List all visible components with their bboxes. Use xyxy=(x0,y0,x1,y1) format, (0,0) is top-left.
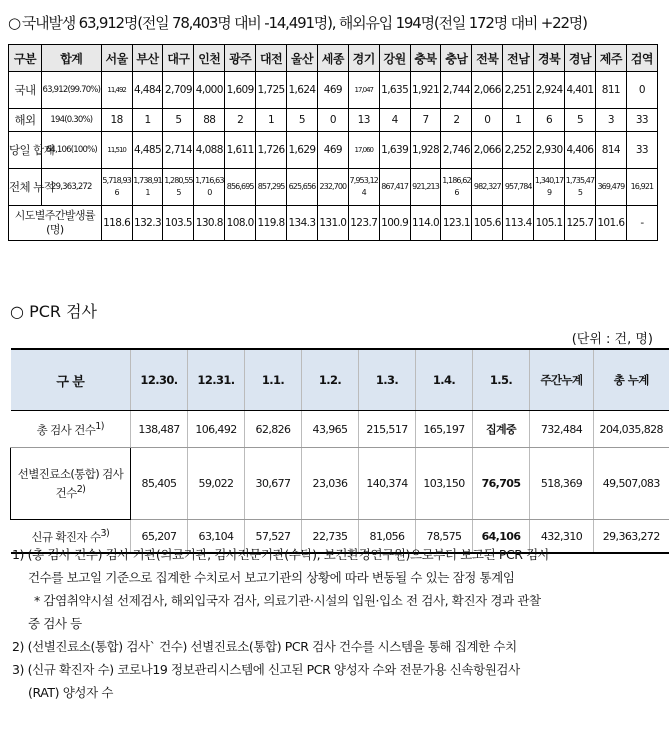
table1-cell: 469 xyxy=(317,72,348,109)
table1-cell: 33 xyxy=(626,109,657,132)
table1-cell: 625,656 xyxy=(287,169,318,206)
table2-row-footnote-mark: 1) xyxy=(95,420,104,432)
table1-row xyxy=(9,169,658,206)
table2-cell: 76,705 xyxy=(473,448,530,520)
table1-cell: 6 xyxy=(534,109,565,132)
table1-cell: 232,700 xyxy=(317,169,348,206)
table2-cell: 138,487 xyxy=(131,411,188,448)
footnote-line: 건수를 보고일 기준으로 집계한 수치로서 보고기관의 상황에 따라 변동될 수 있는 잠정 통계임 xyxy=(28,570,515,585)
table1-row-label: 해외 xyxy=(9,109,42,132)
table1-cell: 2,714 xyxy=(163,132,194,169)
table2-header: 1.2. xyxy=(302,349,359,411)
table1-cell: 4,088 xyxy=(194,132,225,169)
table1-header: 제주 xyxy=(595,45,626,72)
section2-title xyxy=(10,299,97,322)
table1-row xyxy=(9,72,658,109)
table1-cell: 1,624 xyxy=(287,72,318,109)
table2-header: 12.30. xyxy=(131,349,188,411)
table1-cell: 2 xyxy=(225,109,256,132)
table2-cell: 103,150 xyxy=(416,448,473,520)
unit-label: (단위 : 건, 명) xyxy=(571,332,653,347)
table2-header: 주간누계 xyxy=(530,349,594,411)
table1-cell: 118.6 xyxy=(101,206,132,241)
footnote-line: 1) (총 검사 건수) 검사 기관(의료기관, 검사전문기관(수탁), 보건환경연구원)으로부터 보고된 PCR 검사 xyxy=(12,547,550,562)
pcr-test-table xyxy=(10,348,669,554)
table1-cell: 7,953,124 xyxy=(348,169,379,206)
table1-header: 경남 xyxy=(565,45,596,72)
table1-header: 서울 xyxy=(101,45,132,72)
table2-cell: 집계중 xyxy=(473,411,530,448)
table1-header: 광주 xyxy=(225,45,256,72)
table2-cell: 63,104 xyxy=(188,520,245,554)
section2-bullet: ○ xyxy=(10,302,24,321)
table2-cell: 23,036 xyxy=(302,448,359,520)
table1-cell: 1 xyxy=(256,109,287,132)
table1-cell: 88 xyxy=(194,109,225,132)
section1-title-text: 국내발생 63,912명(전일 78,403명 대비 -14,491명), 해외유입 194명(전일 172명 대비 +22명) xyxy=(21,14,587,32)
table1-cell: 1,611 xyxy=(225,132,256,169)
table2-row-label xyxy=(11,448,131,520)
table1-cell: 867,417 xyxy=(379,169,410,206)
table1-header: 전남 xyxy=(503,45,534,72)
table1-cell: 4,484 xyxy=(132,72,163,109)
table1-cell: 11,510 xyxy=(101,132,132,169)
table1-row xyxy=(9,109,658,132)
table1-cell: 2,930 xyxy=(534,132,565,169)
table2-cell: 732,484 xyxy=(530,411,594,448)
table1-cell: 17,060 xyxy=(348,132,379,169)
footnote-line: 중 검사 등 xyxy=(28,616,82,631)
table1-cell: 1,716,630 xyxy=(194,169,225,206)
table2-cell: 29,363,272 xyxy=(594,520,669,554)
table1-cell: 4 xyxy=(379,109,410,132)
table1-cell: 29,363,272 xyxy=(41,169,101,206)
table1-cell: 1,928 xyxy=(410,132,441,169)
table1-cell: 2,066 xyxy=(472,72,503,109)
table1-cell: 1 xyxy=(503,109,534,132)
table1-cell: 1,735,475 xyxy=(565,169,596,206)
table2-cell: 85,405 xyxy=(131,448,188,520)
table1-cell: 2,252 xyxy=(503,132,534,169)
table1-cell: 921,213 xyxy=(410,169,441,206)
table1-cell: 119.8 xyxy=(256,206,287,241)
table2-header: 총 누계 xyxy=(594,349,669,411)
table1-cell: 4,485 xyxy=(132,132,163,169)
table1-cell: 5 xyxy=(565,109,596,132)
table2-row xyxy=(11,448,669,520)
table1-row-label: 당일 합계 xyxy=(9,132,42,169)
table1-cell: 1,340,179 xyxy=(534,169,565,206)
table1-cell: - xyxy=(626,206,657,241)
table1-cell: 4,401 xyxy=(565,72,596,109)
table1-header: 대구 xyxy=(163,45,194,72)
table1-cell: 114.0 xyxy=(410,206,441,241)
table2-row-label-text: 신규 확진자 수 xyxy=(31,529,101,544)
table1-cell: 103.5 xyxy=(163,206,194,241)
table1-cell: 11,492 xyxy=(101,72,132,109)
table1-cell: 2,251 xyxy=(503,72,534,109)
footnote-line: 3) (신규 확진자 수) 코로나19 정보관리시스템에 신고된 PCR 양성자 수와 전문가용 신속항원검사 xyxy=(12,662,520,677)
table1-cell: 64,106(100%) xyxy=(41,132,101,169)
table1-cell: 101.6 xyxy=(595,206,626,241)
table1-cell: 132.3 xyxy=(132,206,163,241)
table1-cell: 130.8 xyxy=(194,206,225,241)
table2-header: 1.5. xyxy=(473,349,530,411)
table1-header: 세종 xyxy=(317,45,348,72)
table1-row xyxy=(9,206,658,241)
table1-cell: 105.1 xyxy=(534,206,565,241)
table2-row-footnote-mark: 2) xyxy=(76,483,86,495)
table1-header: 울산 xyxy=(287,45,318,72)
table2-header-row xyxy=(11,349,669,411)
table2-cell: 165,197 xyxy=(416,411,473,448)
section1-bullet: ○ xyxy=(8,14,20,32)
table2-cell: 106,492 xyxy=(188,411,245,448)
table1-cell: 982,327 xyxy=(472,169,503,206)
footnote-line: 2) (선별진료소(통합) 검사` 건수) 선별진료소(통합) PCR 검사 건수를 시스템을 통해 집계한 수치 xyxy=(12,639,517,654)
table1-cell: 1,725 xyxy=(256,72,287,109)
table1-header-row xyxy=(9,45,658,72)
table1-cell: 1,738,911 xyxy=(132,169,163,206)
table2-cell: 204,035,828 xyxy=(594,411,669,448)
table1-row xyxy=(9,132,658,169)
table2-cell: 49,507,083 xyxy=(594,448,669,520)
table1-header: 검역 xyxy=(626,45,657,72)
table1-cell: 2 xyxy=(441,109,472,132)
table1-cell: 63,912(99.70%) xyxy=(41,72,101,109)
table1-header: 강원 xyxy=(379,45,410,72)
table2-cell: 78,575 xyxy=(416,520,473,554)
table2-header: 1.3. xyxy=(359,349,416,411)
table1-cell: 18 xyxy=(101,109,132,132)
table2-cell: 43,965 xyxy=(302,411,359,448)
table2-cell: 57,527 xyxy=(245,520,302,554)
table1-cell: 123.1 xyxy=(441,206,472,241)
table1-cell: 7 xyxy=(410,109,441,132)
table1-cell: 1,635 xyxy=(379,72,410,109)
table1-cell: 4,000 xyxy=(194,72,225,109)
table2-header: 1.1. xyxy=(245,349,302,411)
table1-cell: 2,066 xyxy=(472,132,503,169)
table1-header: 전북 xyxy=(472,45,503,72)
table1-cell: 3 xyxy=(595,109,626,132)
table1-cell: 125.7 xyxy=(565,206,596,241)
table1-cell: 16,921 xyxy=(626,169,657,206)
table2-cell: 64,106 xyxy=(473,520,530,554)
table1-header: 대전 xyxy=(256,45,287,72)
table1-cell: 1,609 xyxy=(225,72,256,109)
table1-header: 인천 xyxy=(194,45,225,72)
table1-cell: 811 xyxy=(595,72,626,109)
table2-cell: 65,207 xyxy=(131,520,188,554)
table1-header: 구분 xyxy=(9,45,42,72)
table1-cell: 1,629 xyxy=(287,132,318,169)
table1-header: 부산 xyxy=(132,45,163,72)
table2-row xyxy=(11,411,669,448)
footnotes xyxy=(12,543,657,704)
table2-row-label xyxy=(11,411,131,448)
table1-cell: 1,186,626 xyxy=(441,169,472,206)
table1-cell: 33 xyxy=(626,132,657,169)
table1-cell: 2,746 xyxy=(441,132,472,169)
table1-cell: 1,921 xyxy=(410,72,441,109)
footnote-line: (RAT) 양성자 수 xyxy=(28,685,113,700)
table2-row-label-text: 선별진료소(통합) 검사 건수 xyxy=(17,466,124,500)
table1-cell: 2,924 xyxy=(534,72,565,109)
table1-cell: 131.0 xyxy=(317,206,348,241)
table1-cell: 105.6 xyxy=(472,206,503,241)
table2-cell: 59,022 xyxy=(188,448,245,520)
table1-cell: 369,479 xyxy=(595,169,626,206)
table1-cell: 194(0.30%) xyxy=(41,109,101,132)
table2-cell: 215,517 xyxy=(359,411,416,448)
table2-header: 12.31. xyxy=(188,349,245,411)
table2-header: 1.4. xyxy=(416,349,473,411)
table1-cell: 856,695 xyxy=(225,169,256,206)
table1-cell: 2,709 xyxy=(163,72,194,109)
table2-row-label-text: 총 검사 건수 xyxy=(36,422,96,437)
table1-row-label: 국내 xyxy=(9,72,42,109)
table1-row-label: 시도별주간발생률(명) xyxy=(9,206,102,241)
footnote-line: * 감염취약시설 선제검사, 해외입국자 검사, 의료기관·시설의 입원·입소 전 검사, 확진자 경과 관찰 xyxy=(34,593,541,608)
table1-cell: 469 xyxy=(317,132,348,169)
table1-row-label: 전체 누적 xyxy=(9,169,42,206)
table1-cell: 1,726 xyxy=(256,132,287,169)
table1-cell: 17,047 xyxy=(348,72,379,109)
table2-cell: 432,310 xyxy=(530,520,594,554)
table1-cell: 0 xyxy=(626,72,657,109)
table1-cell: 957,784 xyxy=(503,169,534,206)
table2-cell: 22,735 xyxy=(302,520,359,554)
table2-cell: 62,826 xyxy=(245,411,302,448)
table1-cell: 1,639 xyxy=(379,132,410,169)
table1-cell: 5 xyxy=(287,109,318,132)
section2-title-text: PCR 검사 xyxy=(29,302,97,321)
table1-cell: 113.4 xyxy=(503,206,534,241)
table1-header: 경기 xyxy=(348,45,379,72)
table1-cell: 1 xyxy=(132,109,163,132)
table2-cell: 140,374 xyxy=(359,448,416,520)
table1-cell: 5,718,936 xyxy=(101,169,132,206)
table2-cell: 81,056 xyxy=(359,520,416,554)
table1-cell: 134.3 xyxy=(287,206,318,241)
table1-cell: 857,295 xyxy=(256,169,287,206)
table1-cell: 814 xyxy=(595,132,626,169)
table2-row-footnote-mark: 3) xyxy=(100,527,110,539)
table1-header: 충북 xyxy=(410,45,441,72)
table1-header: 경북 xyxy=(534,45,565,72)
table1-cell: 1,280,555 xyxy=(163,169,194,206)
table1-cell: 123.7 xyxy=(348,206,379,241)
table1-cell: 13 xyxy=(348,109,379,132)
section1-title xyxy=(8,12,587,33)
table1-cell: 4,406 xyxy=(565,132,596,169)
regional-cases-table xyxy=(8,44,658,241)
table1-cell: 0 xyxy=(472,109,503,132)
table1-cell: 108.0 xyxy=(225,206,256,241)
table1-cell: 5 xyxy=(163,109,194,132)
table1-cell: 0 xyxy=(317,109,348,132)
table1-header: 충남 xyxy=(441,45,472,72)
table2-header: 구 분 xyxy=(11,349,131,411)
table1-header: 합계 xyxy=(41,45,101,72)
table2-cell: 30,677 xyxy=(245,448,302,520)
table1-cell: 2,744 xyxy=(441,72,472,109)
table2-cell: 518,369 xyxy=(530,448,594,520)
table1-cell: 100.9 xyxy=(379,206,410,241)
